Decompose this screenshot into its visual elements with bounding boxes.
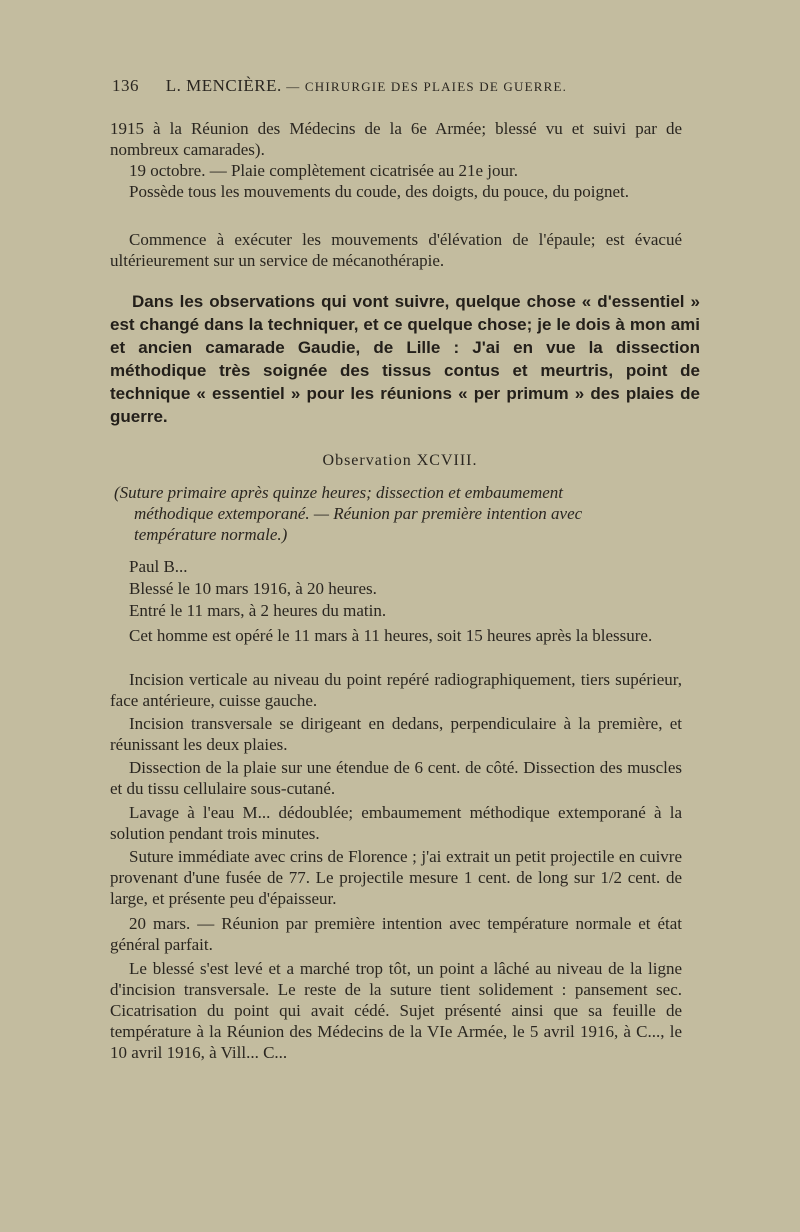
bold-technique-paragraph: Dans les observations qui vont suivre, quelque chose « d'essentiel » est changé dans la techniquer, et ce quelque chose; je le dois à mon ami et ancien camarade Gaudie, de Lille : J'ai en vue la dissection méthodique très soignée des tissus contus et meurtris, point de technique « essentiel » pour les réunions « per primum » des plaies de guerre.: [110, 292, 700, 426]
paragraph-blesse-leve: Le blessé s'est levé et a marché trop tôt, un point a lâché au niveau de la ligne d'incision transversale. Le reste de la suture tient solidement : pansement sec. Cicatrisation du point qui avait cédé. Sujet présenté ainsi que sa feuille de température à la Réunion des Médecins de la VIe Armée, le 5 avril 1916, à C..., le 10 avril 1916, à Vill... C...: [110, 959, 682, 1062]
paragraph-entre: Entré le 11 mars, à 2 heures du matin.: [129, 601, 387, 620]
subtitle-line-2: méthodique extemporané. — Réunion par première intention avec: [134, 504, 583, 523]
paragraph-lavage: Lavage à l'eau M... dédoublée; embaumement méthodique extemporané à la solution pendant trois minutes.: [110, 803, 682, 843]
running-header: [112, 76, 567, 96]
paragraph-incision-verticale: Incision verticale au niveau du point repéré radiographiquement, tiers supérieur, face antérieure, cuisse gauche.: [110, 670, 682, 710]
header-running-title: — CHIRURGIE DES PLAIES DE GUERRE.: [281, 79, 568, 94]
paragraph-mouvements: Possède tous les mouvements du coude, des doigts, du pouce, du poignet.: [129, 182, 630, 201]
patient-name: Paul B...: [129, 557, 188, 576]
subtitle-line-1: (Suture primaire après quinze heures; dissection et embaumement: [114, 483, 563, 502]
paragraph-dissection: Dissection de la plaie sur une étendue de 6 cent. de côté. Dissection des muscles et du tissu cellulaire sous-cutané.: [110, 758, 682, 798]
page-number: 136: [112, 76, 139, 95]
paragraph-20-mars: 20 mars. — Réunion par première intention avec température normale et état général parfait.: [110, 914, 682, 954]
subtitle-line-3: température normale.): [134, 525, 288, 544]
observation-title: Observation XCVIII.: [322, 452, 478, 469]
paragraph-19-octobre: 19 octobre. — Plaie complètement cicatrisée au 21e jour.: [129, 161, 518, 180]
paragraph-evacue: Commence à exécuter les mouvements d'élévation de l'épaule; est évacué ultérieurement sur un service de mécanothérapie.: [110, 230, 682, 270]
observation-subtitle: [114, 482, 686, 545]
paragraph-opere: Cet homme est opéré le 11 mars à 11 heures, soit 15 heures après la blessure.: [129, 626, 653, 645]
header-author: L. MENCIÈRE.: [165, 76, 282, 95]
paragraph-blesse: Blessé le 10 mars 1916, à 20 heures.: [129, 579, 377, 598]
paragraph-continuation: 1915 à la Réunion des Médecins de la 6e Armée; blessé vu et suivi par de nombreux camarades).: [110, 119, 682, 159]
paragraph-incision-transversale: Incision transversale se dirigeant en dedans, perpendiculaire à la première, et réunissant les deux plaies.: [110, 714, 682, 754]
paragraph-suture: Suture immédiate avec crins de Florence ; j'ai extrait un petit projectile en cuivre provenant d'une fusée de 77. Le projectile mesure 1 cent. de long sur 1/2 cent. de large, et présente peu d'épaisseur.: [110, 847, 682, 908]
